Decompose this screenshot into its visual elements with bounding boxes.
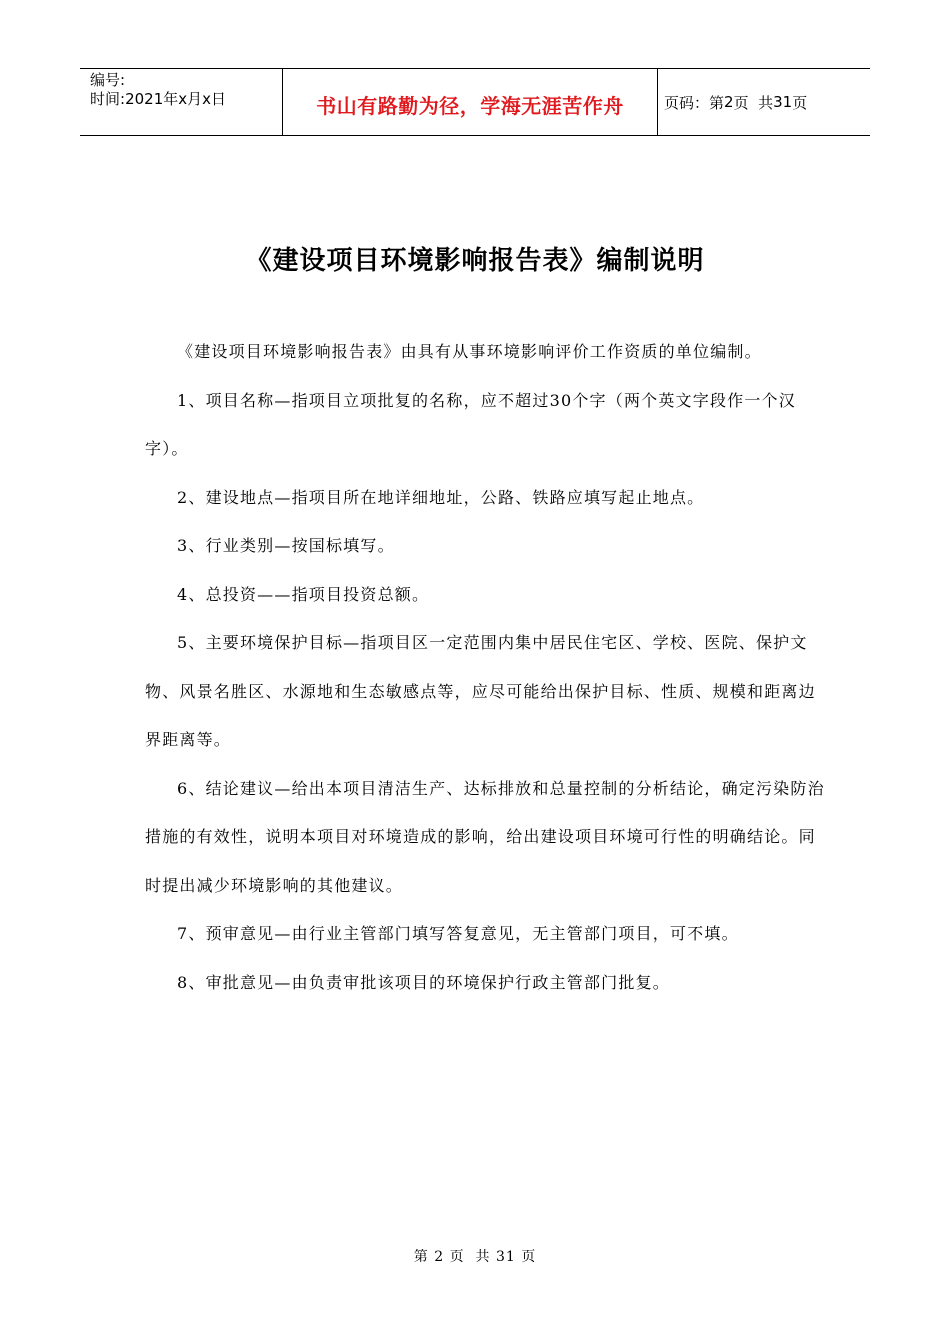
- document-body: [145, 328, 825, 1007]
- paragraph-item-7: 7、预审意见—由行业主管部门填写答复意见，无主管部门项目，可不填。: [177, 924, 739, 943]
- header-page-cell: [658, 69, 870, 135]
- page-prefix: 页码：第: [664, 93, 725, 112]
- page-mid: 页 共: [733, 93, 774, 112]
- number-label: 编号:: [90, 71, 126, 89]
- paragraph-item-2: 2、建设地点—指项目所在地详细地址，公路、铁路应填写起止地点。: [177, 487, 705, 507]
- footer-suffix: 页: [521, 1249, 537, 1265]
- header-motto-cell: [282, 69, 658, 135]
- paragraph-item-4: 4、总投资——指项目投资总额。: [177, 584, 430, 604]
- time-label: 时间:: [90, 90, 126, 108]
- page-total: 31: [773, 93, 793, 111]
- footer-current: 2: [434, 1249, 445, 1265]
- page-suffix: 页: [792, 93, 808, 112]
- paragraph-item-5: 5、主要环境保护目标—指项目区一定范围内集中居民住宅区、学校、医院、保护文物、风景名胜区、水源地和生态敏感点等，应尽可能给出保护目标、性质、规模和距离边界距离等。: [145, 633, 816, 749]
- paragraph-item-8: 8、审批意见—由负责审批该项目的环境保护行政主管部门批复。: [177, 972, 670, 992]
- motto-text: 书山有路勤为径，学海无涯苦作舟: [316, 93, 624, 118]
- time-line: [90, 90, 282, 109]
- paragraph-intro: 《建设项目环境影响报告表》由具有从事环境影响评价工作资质的单位编制。: [177, 342, 762, 361]
- paragraph-item-3: 3、行业类别—按国标填写。: [177, 536, 395, 555]
- document-title: 《建设项目环境影响报告表》编制说明: [245, 246, 705, 276]
- paragraph-item-1: 1、项目名称—指项目立项批复的名称，应不超过30个字（两个英文字段作一个汉字）。: [145, 390, 796, 458]
- document-header: [80, 68, 870, 136]
- footer-total: 31: [495, 1249, 516, 1265]
- page-current: 2: [724, 93, 734, 111]
- page-footer: [0, 1246, 950, 1266]
- footer-mid: 页 共: [449, 1249, 491, 1265]
- header-meta-cell: [80, 69, 282, 135]
- paragraph-item-6: 6、结论建议—给出本项目清洁生产、达标排放和总量控制的分析结论，确定污染防治措施的有效性，说明本项目对环境造成的影响，给出建设项目环境可行性的明确结论。同时提出减少环境影响的其他建议。: [145, 778, 825, 895]
- footer-prefix: 第: [413, 1249, 429, 1265]
- time-value: 2021年x月x日: [125, 90, 226, 108]
